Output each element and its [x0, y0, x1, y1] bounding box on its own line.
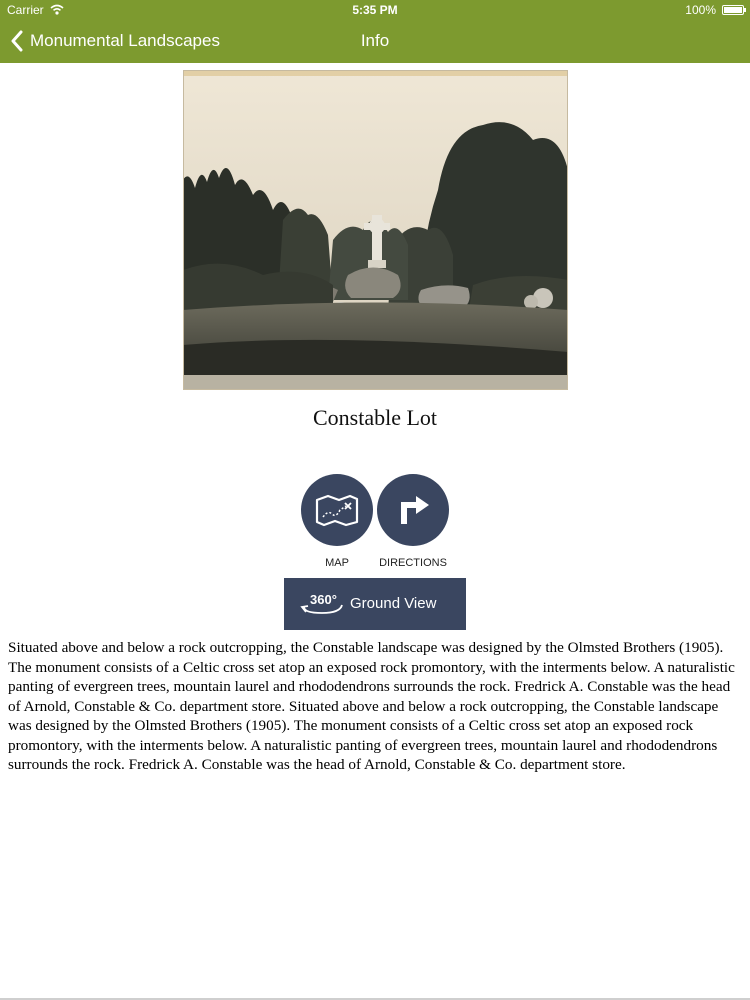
navigation-bar — [0, 20, 750, 63]
map-icon — [301, 474, 373, 546]
back-button-label: Monumental Landscapes — [30, 31, 220, 50]
nav-title: Info — [360, 31, 390, 50]
place-title: Constable Lot — [312, 405, 438, 430]
place-photo — [183, 70, 568, 390]
map-label: MAP — [325, 557, 349, 569]
battery-percent: 100% — [685, 3, 716, 17]
carrier-label: Carrier — [7, 3, 44, 17]
ground-view-label: Ground View — [350, 595, 437, 612]
map-button[interactable] — [301, 474, 373, 546]
directions-label: DIRECTIONS — [379, 557, 447, 569]
clock: 5:35 PM — [352, 3, 398, 17]
battery-icon — [722, 5, 744, 15]
360-view-icon — [300, 591, 346, 622]
360-badge: 360° — [310, 592, 337, 607]
turn-right-arrow-icon — [377, 474, 449, 546]
top-bar — [0, 0, 750, 63]
place-description: Situated above and below a rock outcropping, the Constable landscape was designed by the Olmsted Brothers (1905). The monument consists of a Celtic cross set atop an exposed rock promontory, with the interments below. A naturalistic panting of evergreen trees, mountain laurel and rhododendrons surrounds the rock. Fredrick A. Constable was the head of Arnold, Constable & Co. department store. Situated above and below a rock outcropping, the Constable landscape was designed by the Olmsted Brothers (1905). The monument consists of a Celtic cross set atop an exposed rock promontory, with the interments below. A naturalistic panting of evergreen trees, mountain laurel and rhododendrons surrounds the rock. Fredrick A. Constable was the head of Arnold, Constable & Co. department store. — [8, 639, 735, 773]
status-bar — [0, 0, 750, 20]
directions-button[interactable] — [377, 474, 449, 546]
ground-view-button[interactable] — [284, 578, 466, 630]
